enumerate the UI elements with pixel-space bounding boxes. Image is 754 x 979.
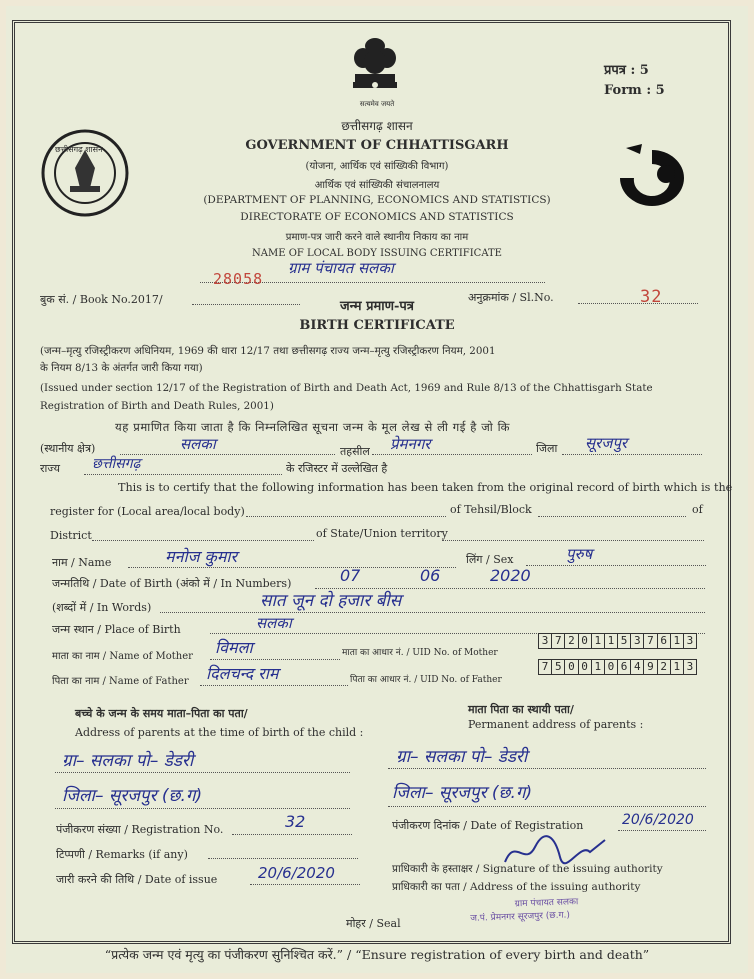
dob-year: 2020 bbox=[490, 566, 531, 585]
father-uid-digit: 4 bbox=[631, 660, 644, 674]
issuer-hindi: प्रमाण-पत्र जारी करने वाले स्थानीय निकाय का नाम bbox=[285, 232, 469, 243]
tehsil-value: प्रेमनगर bbox=[390, 435, 431, 453]
mother-uid-digit: 0 bbox=[579, 634, 592, 648]
issue-date-label: जारी करने की तिथि / Date of issue bbox=[56, 873, 218, 886]
perm-address-line2: जिला– सूरजपुर (छ.ग) bbox=[392, 783, 533, 803]
signature-icon bbox=[500, 832, 610, 872]
mother-uid-digit: 1 bbox=[671, 634, 684, 648]
district-en-label: District bbox=[50, 529, 92, 542]
perm-address-hi: माता पिता का स्थायी पता/ bbox=[468, 703, 574, 716]
father-uid-digit: 2 bbox=[658, 660, 671, 674]
stamp-line-2: ज.पं. प्रेमनगर सूरजपुर (छ.ग.) bbox=[470, 910, 571, 924]
in-words-label: (शब्दों में / In Words) bbox=[52, 601, 152, 614]
title-english: BIRTH CERTIFICATE bbox=[299, 318, 455, 333]
place-label: जन्म स्थान / Place of Birth bbox=[52, 623, 181, 636]
father-uid-digit: 3 bbox=[686, 660, 694, 673]
dob-label: जन्मतिथि / Date of Birth (अंको में / In Numbers) bbox=[52, 577, 292, 590]
legal-hindi-1: (जन्म–मृत्यु रजिस्ट्रीकरण अधिनियम, 1969 की धारा 12/17 तथा छत्तीसगढ़ राज्य जन्म–मृत्यु रजिस्ट्रीकरण नियम, 2001 bbox=[40, 345, 496, 357]
birth-address-hi: बच्चे के जन्म के समय माता–पिता का पता/ bbox=[75, 707, 248, 720]
mother-uid-digit: 5 bbox=[618, 634, 631, 648]
state-english: GOVERNMENT OF CHHATTISGARH bbox=[245, 138, 509, 153]
dept-hindi: (योजना, आर्थिक एवं सांख्यिकी विभाग) bbox=[305, 161, 449, 172]
mother-uid-digit: 1 bbox=[605, 634, 618, 648]
serial-number: 28058 bbox=[213, 270, 264, 288]
state-value: छत्तीसगढ़ bbox=[92, 456, 141, 472]
district-label: जिला bbox=[536, 442, 558, 455]
area-value: सलका bbox=[180, 435, 216, 453]
state-hindi: छत्तीसगढ़ शासन bbox=[341, 119, 413, 133]
tehsil-label: तहसील bbox=[340, 445, 370, 458]
tehsil-block-label: of Tehsil/Block bbox=[450, 503, 532, 516]
sex-value: पुरुष bbox=[566, 545, 593, 563]
mother-label: माता का नाम / Name of Mother bbox=[52, 651, 193, 662]
father-uid-digit: 0 bbox=[579, 660, 592, 674]
register-hindi: के रजिस्टर में उल्लेखित है bbox=[286, 462, 388, 475]
mother-uid-digit: 2 bbox=[565, 634, 578, 648]
district-value: सूरजपुर bbox=[585, 434, 628, 452]
father-uid-digit: 7 bbox=[539, 660, 552, 674]
legal-english-1: (Issued under section 12/17 of the Registration of Birth and Death Act, 1969 and Rule 8/13 of the Chhattisgarh State bbox=[40, 382, 653, 394]
footer-slogan: “प्रत्येक जन्म एवं मृत्यु का पंजीकरण सुनिश्चित करें.” / “Ensure registration of every birth and death” bbox=[104, 947, 650, 962]
issuer-english: NAME OF LOCAL BODY ISSUING CERTIFICATE bbox=[252, 248, 502, 259]
issue-date-value: 20/6/2020 bbox=[258, 864, 335, 882]
authority-address-label: प्राधिकारी का पता / Address of the issuing authority bbox=[392, 881, 641, 893]
father-uid-digit: 9 bbox=[644, 660, 657, 674]
mother-uid-digit: 3 bbox=[539, 634, 552, 648]
state-label: राज्य bbox=[40, 462, 61, 475]
father-uid-box bbox=[538, 659, 697, 675]
dept-english: (DEPARTMENT OF PLANNING, ECONOMICS AND STATISTICS) bbox=[203, 194, 551, 206]
mother-uid-digit: 3 bbox=[631, 634, 644, 648]
local-body-value: ग्राम पंचायत सलका bbox=[288, 259, 394, 277]
father-uid-digit: 6 bbox=[618, 660, 631, 674]
perm-address-line1: ग्रा– सलका पो– डेडरी bbox=[396, 747, 528, 767]
title-hindi: जन्म प्रमाण-पत्र bbox=[340, 299, 414, 314]
mother-uid-digit: 7 bbox=[644, 634, 657, 648]
name-value: मनोज कुमार bbox=[165, 547, 238, 566]
father-label: पिता का नाम / Name of Father bbox=[52, 676, 189, 687]
father-uid-label: पिता का आधार नं. / UID No. of Father bbox=[350, 675, 502, 685]
authority-stamp bbox=[470, 894, 579, 924]
reg-no-value: 32 bbox=[285, 812, 306, 831]
stamp-line-1: ग्राम पंचायत सलका bbox=[514, 897, 579, 910]
name-label: नाम / Name bbox=[52, 556, 112, 569]
reg-date-value: 20/6/2020 bbox=[622, 812, 694, 828]
directorate-hindi: आर्थिक एवं सांख्यिकी संचालनालय bbox=[314, 180, 440, 191]
father-uid-digit: 5 bbox=[552, 660, 565, 674]
area-label: (स्थानीय क्षेत्र) bbox=[40, 442, 96, 455]
sl-no-value: 32 bbox=[640, 287, 663, 307]
dob-day: 07 bbox=[340, 566, 361, 585]
father-uid-digit: 0 bbox=[565, 660, 578, 674]
certify-english: This is to certify that the following information has been taken from the original record of birth which is the bbox=[118, 481, 733, 494]
signature-label: प्राधिकारी के हस्ताक्षर / Signature of the issuing authority bbox=[392, 863, 663, 875]
legal-hindi-2: के नियम 8/13 के अंतर्गत जारी किया गया) bbox=[40, 362, 203, 374]
book-label: बुक सं. / Book No.2017/ bbox=[40, 293, 163, 306]
sex-label: लिंग / Sex bbox=[466, 553, 514, 566]
reg-date-label: पंजीकरण दिनांक / Date of Registration bbox=[392, 819, 584, 832]
reg-no-label: पंजीकरण संख्या / Registration No. bbox=[56, 823, 224, 836]
remarks-label: टिप्पणी / Remarks (if any) bbox=[56, 848, 188, 861]
state-territory-label: of State/Union territory bbox=[316, 527, 448, 540]
perm-address-en: Permanent address of parents : bbox=[468, 718, 644, 731]
mother-uid-box bbox=[538, 633, 697, 649]
father-value: दिलचन्द राम bbox=[206, 664, 279, 683]
place-value: सलका bbox=[256, 614, 292, 632]
birth-address-en: Address of parents at the time of birth of the child : bbox=[75, 726, 364, 739]
form-number-en: Form : 5 bbox=[604, 83, 665, 98]
of-label: of bbox=[692, 503, 703, 516]
mother-uid-digit: 3 bbox=[686, 634, 694, 647]
emblem-motto: सत्यमेव जयते bbox=[359, 100, 395, 108]
register-for-label: register for (Local area/local body) bbox=[50, 505, 245, 518]
in-words-value: सात जून दो हजार बीस bbox=[260, 591, 402, 611]
mother-uid-digit: 6 bbox=[658, 634, 671, 648]
directorate-english: DIRECTORATE OF ECONOMICS AND STATISTICS bbox=[240, 211, 514, 223]
form-number-hi: प्रपत्र : 5 bbox=[604, 63, 649, 78]
father-uid-digit: 1 bbox=[671, 660, 684, 674]
father-uid-digit: 0 bbox=[605, 660, 618, 674]
mother-uid-label: माता का आधार नं. / UID No. of Mother bbox=[342, 648, 498, 658]
certify-hindi: यह प्रमाणित किया जाता है कि निम्नलिखित सूचना जन्म के मूल लेख से ली गई है जो कि bbox=[115, 420, 511, 434]
dob-month: 06 bbox=[420, 566, 441, 585]
mother-uid-digit: 1 bbox=[592, 634, 605, 648]
father-uid-digit: 1 bbox=[592, 660, 605, 674]
birth-address-line1: ग्रा– सलका पो– डेडरी bbox=[62, 751, 194, 771]
mother-value: विमला bbox=[215, 638, 253, 657]
birth-address-line2: जिला– सूरजपुर (छ.ग) bbox=[62, 786, 203, 806]
mother-uid-digit: 7 bbox=[552, 634, 565, 648]
seal-label: मोहर / Seal bbox=[346, 917, 401, 930]
sl-no-label: अनुक्रमांक / Sl.No. bbox=[468, 291, 554, 304]
seal-text: छत्तीसगढ़ शासन bbox=[55, 145, 103, 154]
legal-english-2: Registration of Birth and Death Rules, 2001) bbox=[40, 400, 274, 412]
